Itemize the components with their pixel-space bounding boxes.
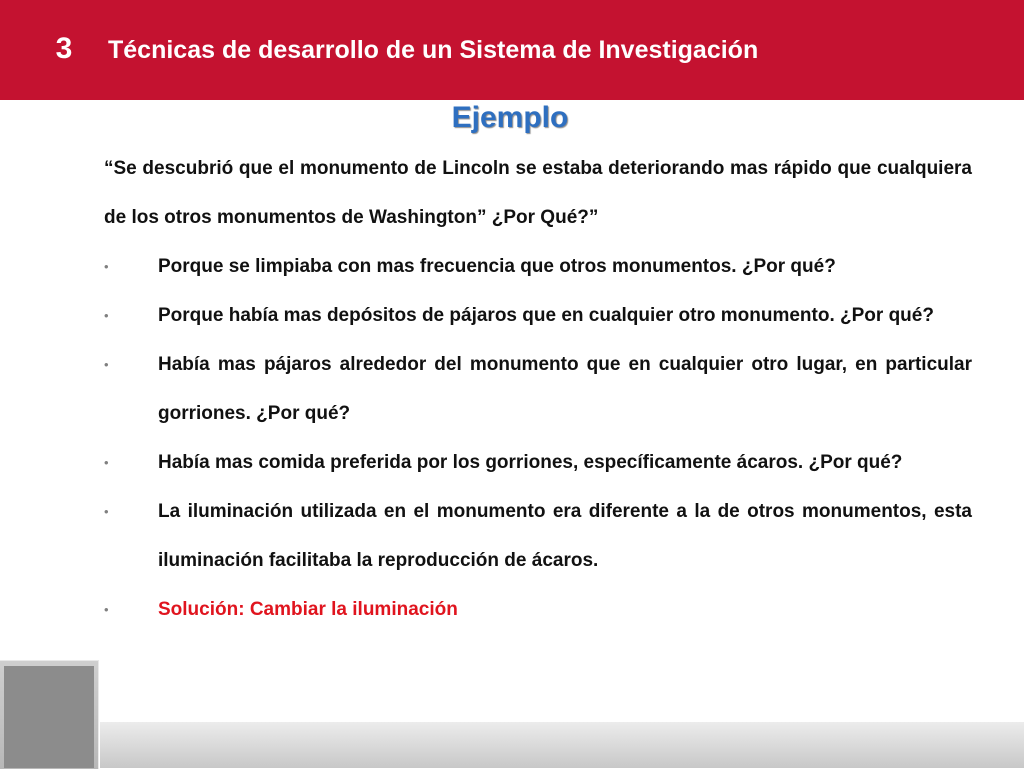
section-number: 3	[55, 32, 73, 65]
list-item	[104, 340, 972, 438]
header-bar	[0, 0, 1024, 100]
bullet-icon: •	[104, 504, 109, 519]
header-title: Técnicas de desarrollo de un Sistema de Investigación	[108, 36, 759, 64]
list-item	[104, 438, 972, 487]
bullet-text: Había mas comida preferida por los gorriones, específicamente ácaros. ¿Por qué?	[158, 452, 903, 473]
bullet-icon: •	[104, 602, 109, 617]
bullet-icon: •	[104, 357, 109, 372]
slide-content	[104, 144, 972, 634]
bullet-list	[104, 242, 972, 634]
bullet-text: Había mas pájaros alrededor del monumento que en cualquier otro lugar, en particular gorriones. ¿Por qué?	[158, 354, 972, 424]
bullet-icon: •	[104, 259, 109, 274]
bullet-text: La iluminación utilizada en el monumento era diferente a la de otros monumentos, esta iluminación facilitaba la reproducción de ácaros.	[158, 501, 972, 571]
slide-heading: Ejemplo	[451, 101, 569, 134]
bullet-icon: •	[104, 455, 109, 470]
bullet-icon: •	[104, 308, 109, 323]
bullet-text: Porque se limpiaba con mas frecuencia que otros monumentos. ¿Por qué?	[158, 256, 836, 277]
solution-item	[104, 585, 972, 634]
solution-text: Solución: Cambiar la iluminación	[158, 599, 458, 620]
intro-quote: “Se descubrió que el monumento de Lincoln se estaba deteriorando mas rápido que cualquiera de los otros monumentos de Washington” ¿Por Qué?”	[104, 158, 972, 228]
list-item	[104, 487, 972, 585]
bullet-text: Porque había mas depósitos de pájaros que en cualquier otro monumento. ¿Por qué?	[158, 305, 934, 326]
footer-corner-square	[4, 666, 94, 768]
list-item	[104, 242, 972, 291]
footer-strip	[100, 722, 1024, 768]
list-item	[104, 291, 972, 340]
